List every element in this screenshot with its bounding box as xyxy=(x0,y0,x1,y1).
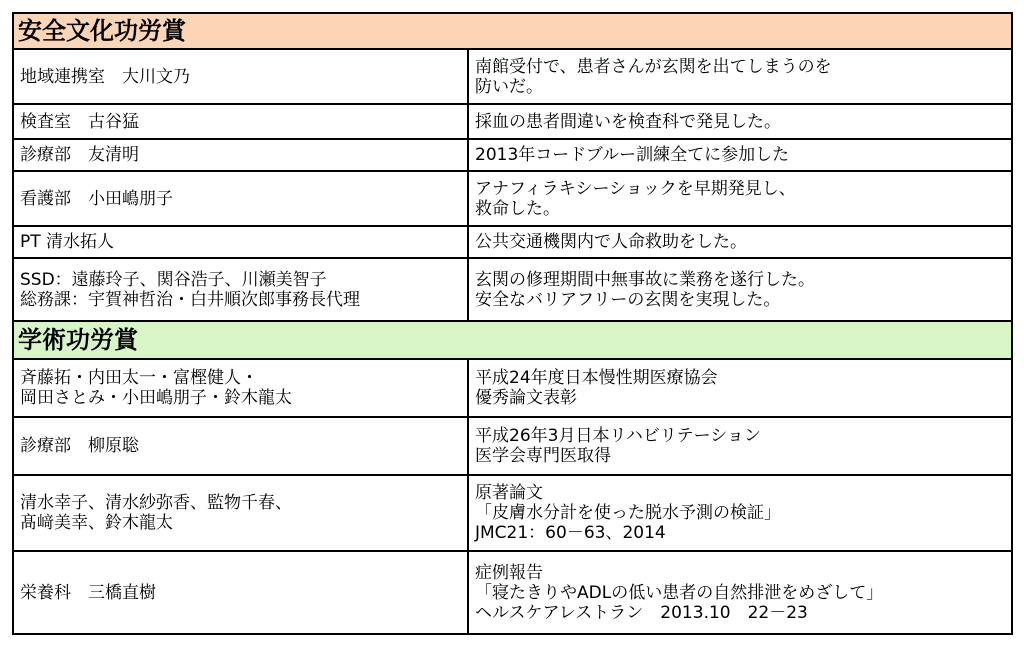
recipient-cell: 斉藤拓・内田太一・富樫健人・ 岡田さとみ・小田嶋朋子・鈴木龍太 xyxy=(13,359,468,417)
recipient-cell: SSD：遠藤玲子、関谷浩子、川瀬美智子 総務課：宇賀神哲治・白井順次郎事務長代理 xyxy=(13,258,468,321)
achievement-cell: 症例報告 「寝たきりやADLの低い患者の自然排泄をめざして」 ヘルスケアレストラン 2013.10 22－23 xyxy=(468,551,1012,634)
table-row xyxy=(13,551,1012,634)
section-header-row xyxy=(13,13,1012,49)
achievement-cell: 原著論文 「皮膚水分計を使った脱水予測の検証」 JMC21：60－63、2014 xyxy=(468,475,1012,551)
achievement-cell: 公共交通機関内で人命救助をした。 xyxy=(468,226,1012,258)
table-row xyxy=(13,226,1012,258)
section-title-safety: 安全文化功労賞 xyxy=(13,13,1012,49)
table-row xyxy=(13,258,1012,321)
recipient-cell: 診療部 柳原聡 xyxy=(13,417,468,475)
achievement-cell: アナフィラキシーショックを早期発見し、 救命した。 xyxy=(468,171,1012,226)
achievement-cell: 平成26年3月日本リハビリテーション 医学会専門医取得 xyxy=(468,417,1012,475)
recipient-cell: 看護部 小田嶋朋子 xyxy=(13,171,468,226)
table-row xyxy=(13,49,1012,104)
recipient-cell: PT 清水拓人 xyxy=(13,226,468,258)
awards-table xyxy=(12,12,1013,635)
table-row xyxy=(13,359,1012,417)
recipient-cell: 検査室 古谷猛 xyxy=(13,104,468,139)
section-header-row xyxy=(13,321,1012,359)
recipient-cell: 栄養科 三橋直樹 xyxy=(13,551,468,634)
section-title-academic: 学術功労賞 xyxy=(13,321,1012,359)
table-row xyxy=(13,139,1012,171)
achievement-cell: 南館受付で、患者さんが玄関を出てしまうのを 防いだ。 xyxy=(468,49,1012,104)
achievement-cell: 採血の患者間違いを検査科で発見した。 xyxy=(468,104,1012,139)
table-row xyxy=(13,417,1012,475)
achievement-cell: 平成24年度日本慢性期医療協会 優秀論文表彰 xyxy=(468,359,1012,417)
recipient-cell: 地域連携室 大川文乃 xyxy=(13,49,468,104)
achievement-cell: 2013年コードブルー訓練全てに参加した xyxy=(468,139,1012,171)
table-row xyxy=(13,104,1012,139)
recipient-cell: 清水幸子、清水紗弥香、監物千春、 髙﨑美幸、鈴木龍太 xyxy=(13,475,468,551)
recipient-cell: 診療部 友清明 xyxy=(13,139,468,171)
achievement-cell: 玄関の修理期間中無事故に業務を遂行した。 安全なバリアフリーの玄関を実現した。 xyxy=(468,258,1012,321)
table-row xyxy=(13,171,1012,226)
table-row xyxy=(13,475,1012,551)
